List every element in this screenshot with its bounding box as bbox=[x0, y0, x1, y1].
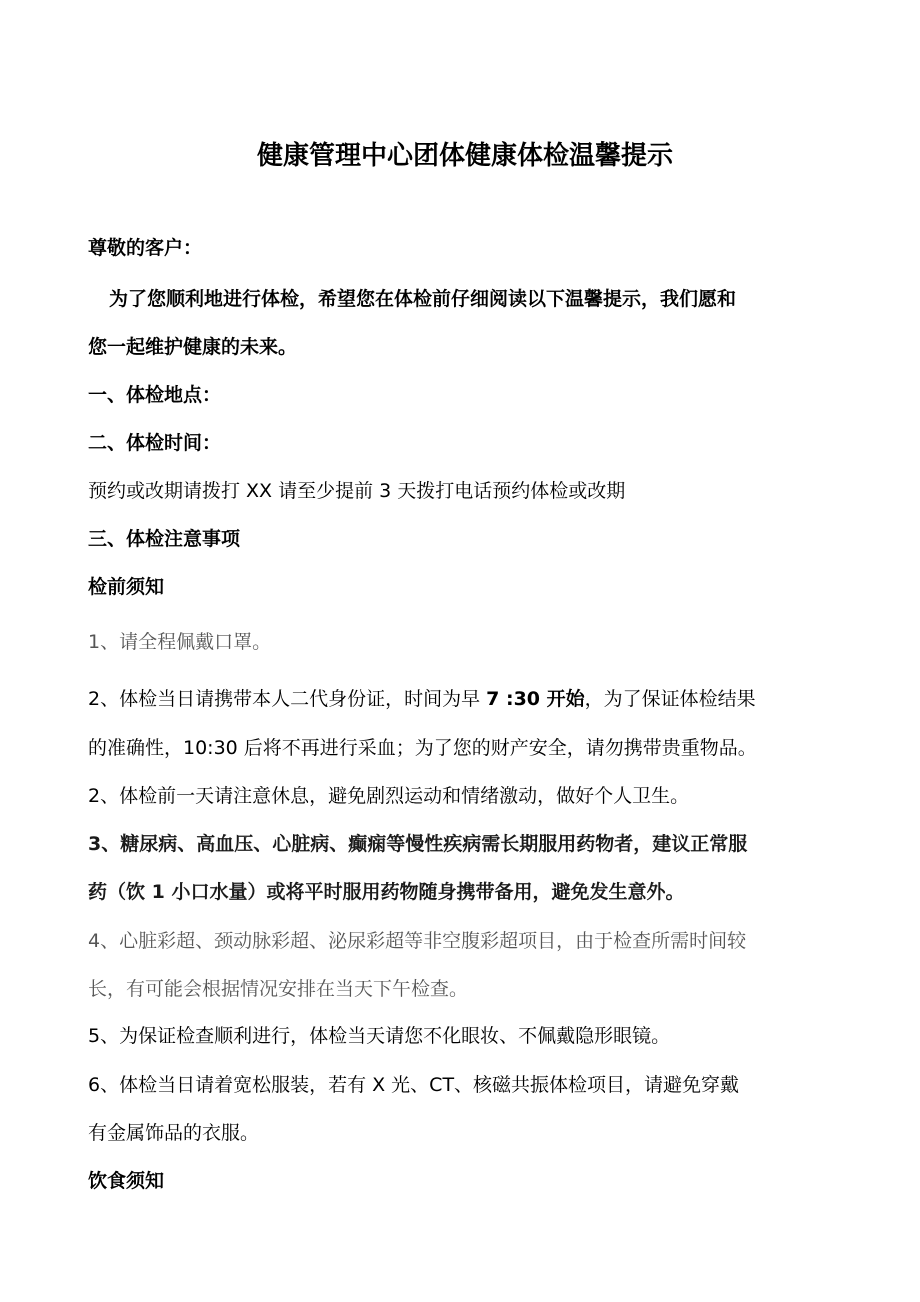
section-notes-heading: 三、体检注意事项 bbox=[88, 528, 241, 550]
notice-item-1: 1、请全程佩戴口罩。 bbox=[88, 631, 272, 653]
diet-heading: 饮食须知 bbox=[88, 1170, 165, 1192]
notice-item-2-line-1 bbox=[88, 684, 838, 714]
notice-item-2-start-time: 7 :30 开始 bbox=[486, 688, 585, 710]
notice-item-2b: 2、体检前一天请注意休息，避免剧烈运动和情绪激动，做好个人卫生。 bbox=[88, 785, 690, 807]
document-title: 健康管理中心团体健康体检温馨提示 bbox=[256, 141, 673, 171]
section-time-heading: 二、体检时间： bbox=[88, 432, 222, 454]
notice-item-2-suffix: ，为了保证体检结果 bbox=[584, 688, 756, 710]
booking-note: 预约或改期请拨打 XX 请至少提前 3 天拨打电话预约体检或改期 bbox=[88, 480, 626, 502]
notice-item-6-line-2: 有金属饰品的衣服。 bbox=[88, 1122, 260, 1144]
notice-item-5: 5、为保证检查顺利进行，体检当天请您不化眼妆、不佩戴隐形眼镜。 bbox=[88, 1025, 671, 1047]
notice-item-2-line-2: 的准确性，10:30 后将不再进行采血；为了您的财产安全，请勿携带贵重物品。 bbox=[88, 737, 757, 759]
notice-item-2-prefix: 2、体检当日请携带本人二代身份证，时间为早 bbox=[88, 688, 487, 710]
greeting: 尊敬的客户： bbox=[88, 237, 203, 259]
notice-item-3-line-1: 3、糖尿病、高血压、心脏病、癫痫等慢性疾病需长期服用药物者，建议正常服 bbox=[88, 833, 748, 855]
notice-item-3-line-2: 药（饮 1 小口水量）或将平时服用药物随身携带备用，避免发生意外。 bbox=[88, 881, 685, 903]
pre-exam-heading: 检前须知 bbox=[88, 576, 165, 598]
notice-item-4-line-1: 4、心脏彩超、颈动脉彩超、泌尿彩超等非空腹彩超项目，由于检查所需时间较 bbox=[88, 930, 747, 952]
section-location-heading: 一、体检地点： bbox=[88, 384, 222, 406]
notice-item-4-line-2: 长，有可能会根据情况安排在当天下午检查。 bbox=[88, 978, 469, 1000]
notice-item-6-line-1: 6、体检当日请着宽松服装，若有 X 光、CT、核磁共振体检项目，请避免穿戴 bbox=[88, 1074, 740, 1096]
intro-line-1: 为了您顺利地进行体检，希望您在体检前仔细阅读以下温馨提示，我们愿和 bbox=[109, 288, 737, 310]
intro-line-2: 您一起维护健康的未来。 bbox=[88, 336, 298, 358]
